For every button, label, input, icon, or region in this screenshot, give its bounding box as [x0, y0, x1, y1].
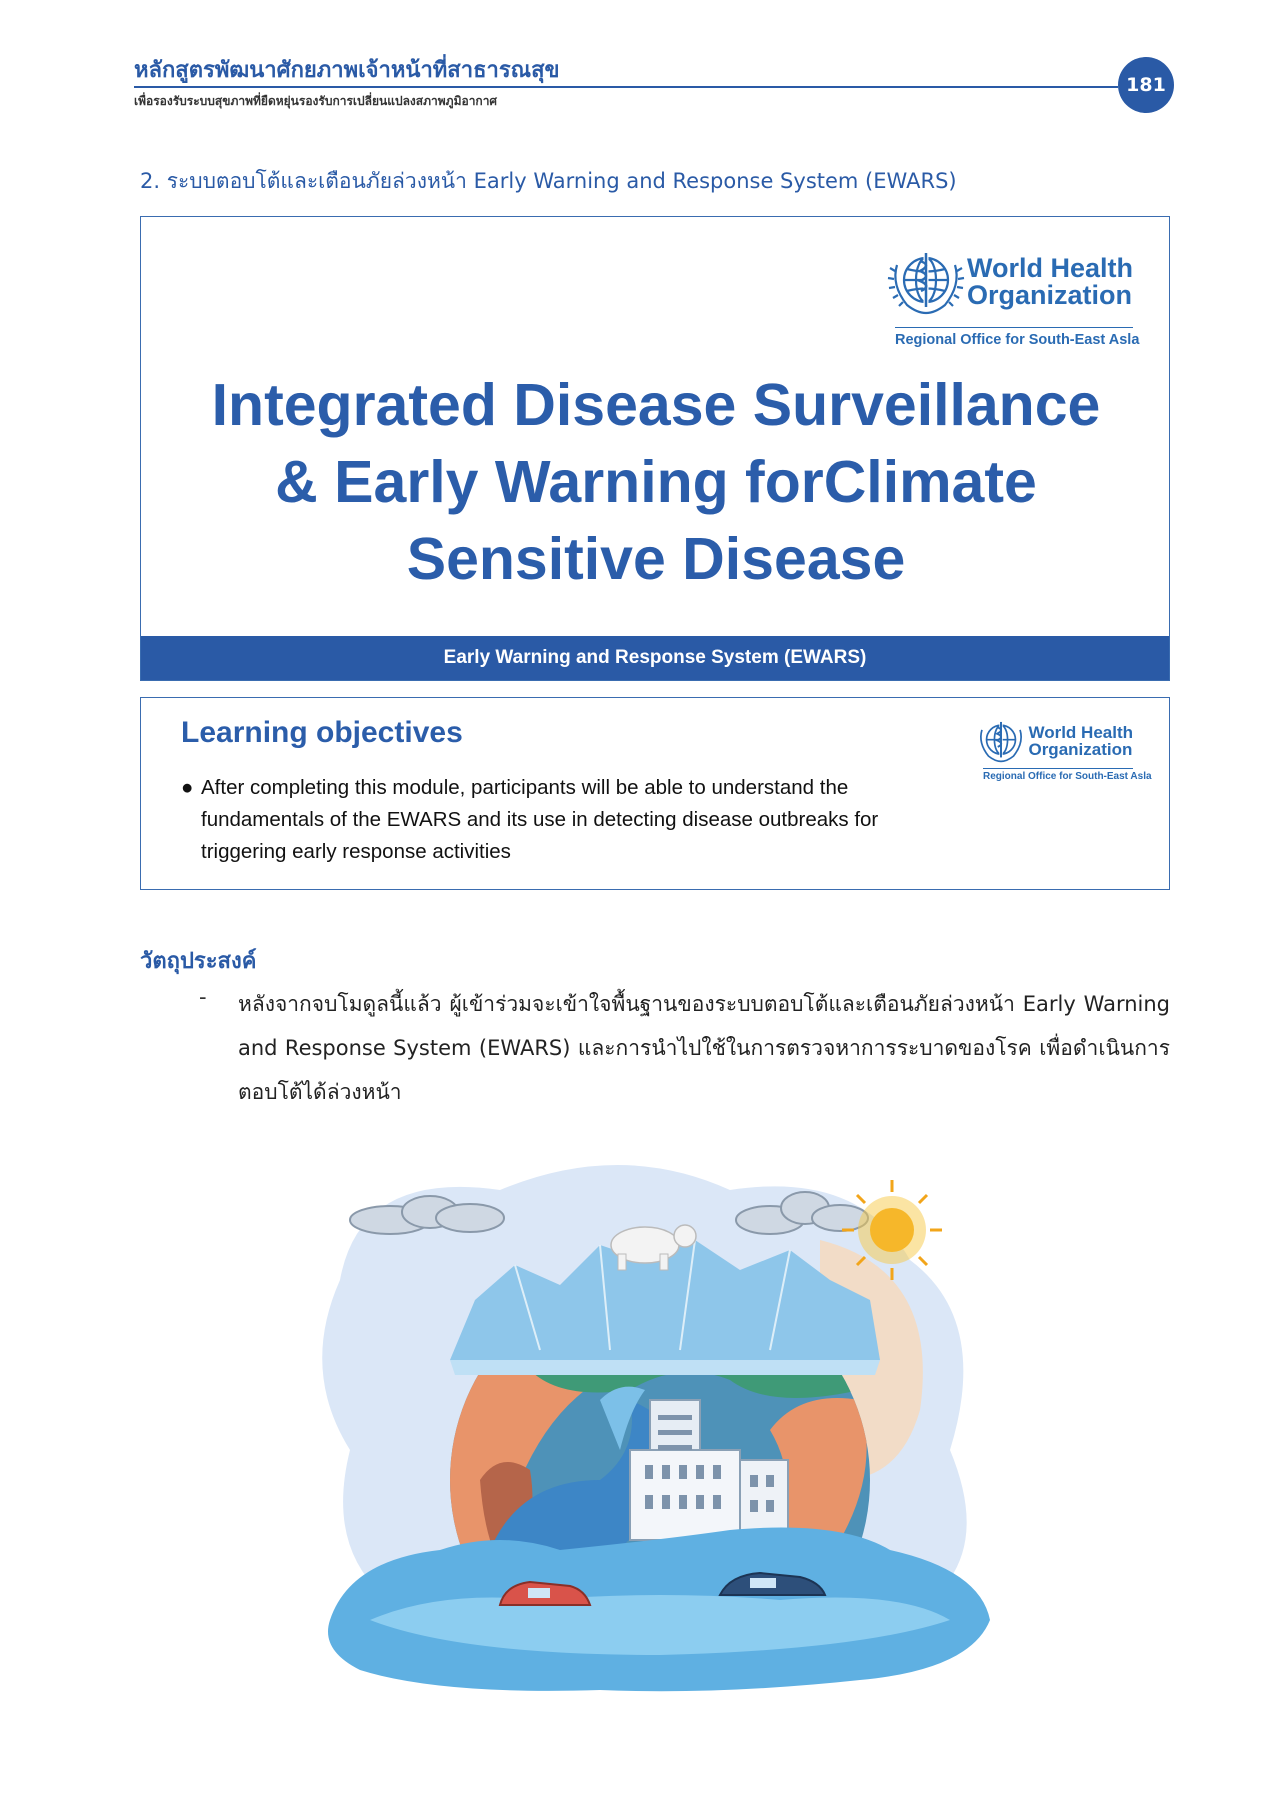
objectives-text: หลังจากจบโมดูลนี้แล้ว ผู้เข้าร่วมจะเข้าใจพื้นฐานของระบบตอบโต้และเตือนภัยล่วงหน้า Early Warning and Response System (EWARS) และการนำไปใช้ในการตรวจหาการระบาดของโรค เพื่อดำเนินการตอบโต้ได้ล่วงหน้า [238, 992, 1170, 1104]
who-emblem-icon [974, 718, 1028, 764]
who-name-line2: Organization [966, 280, 1132, 310]
slide-main-title [141, 367, 1171, 598]
who-name-line1: World Health [1028, 723, 1133, 742]
learning-objective-item [181, 772, 931, 868]
main-title-line2: & Early Warning forClimate [275, 449, 1037, 515]
course-subtitle: เพื่อรองรับระบบสุขภาพที่ยืดหยุ่นรองรับการเปลี่ยนแปลงสภาพภูมิอากาศ [134, 94, 498, 108]
objectives-heading: วัตถุประสงค์ [140, 949, 257, 974]
learning-objectives-slide [140, 697, 1170, 890]
learning-objective-text: After completing this module, participants will be able to understand the fundamentals of the EWARS and its use in detecting disease outbreaks for triggering early response activities [201, 776, 879, 863]
objectives-dash: - [199, 985, 207, 1009]
page-number-badge: 181 [1118, 57, 1174, 113]
course-title: หลักสูตรพัฒนาศักยภาพเจ้าหน้าที่สาธารณสุข [134, 58, 560, 83]
who-region: Regional Office for South-East Asla [895, 327, 1133, 348]
who-logo [885, 247, 1140, 348]
who-name-line1: World Health [966, 253, 1133, 283]
who-emblem-icon [885, 247, 967, 317]
climate-change-illustration [300, 1150, 1020, 1710]
who-name-line2: Organization [1028, 740, 1133, 759]
bullet-icon: ● [181, 776, 194, 799]
main-title-line1: Integrated Disease Surveillance [211, 372, 1101, 438]
main-title-line3: Sensitive Disease [406, 526, 906, 592]
slide-subtitle-band: Early Warning and Response System (EWARS) [141, 636, 1169, 680]
section-heading: 2. ระบบตอบโต้และเตือนภัยล่วงหน้า Early Warning and Response System (EWARS) [140, 169, 957, 193]
title-slide [140, 216, 1170, 681]
header-divider [134, 86, 1118, 88]
who-region: Regional Office for South-East Asla [983, 768, 1133, 782]
who-logo-small [974, 718, 1152, 782]
learning-objectives-title: Learning objectives [181, 716, 463, 749]
